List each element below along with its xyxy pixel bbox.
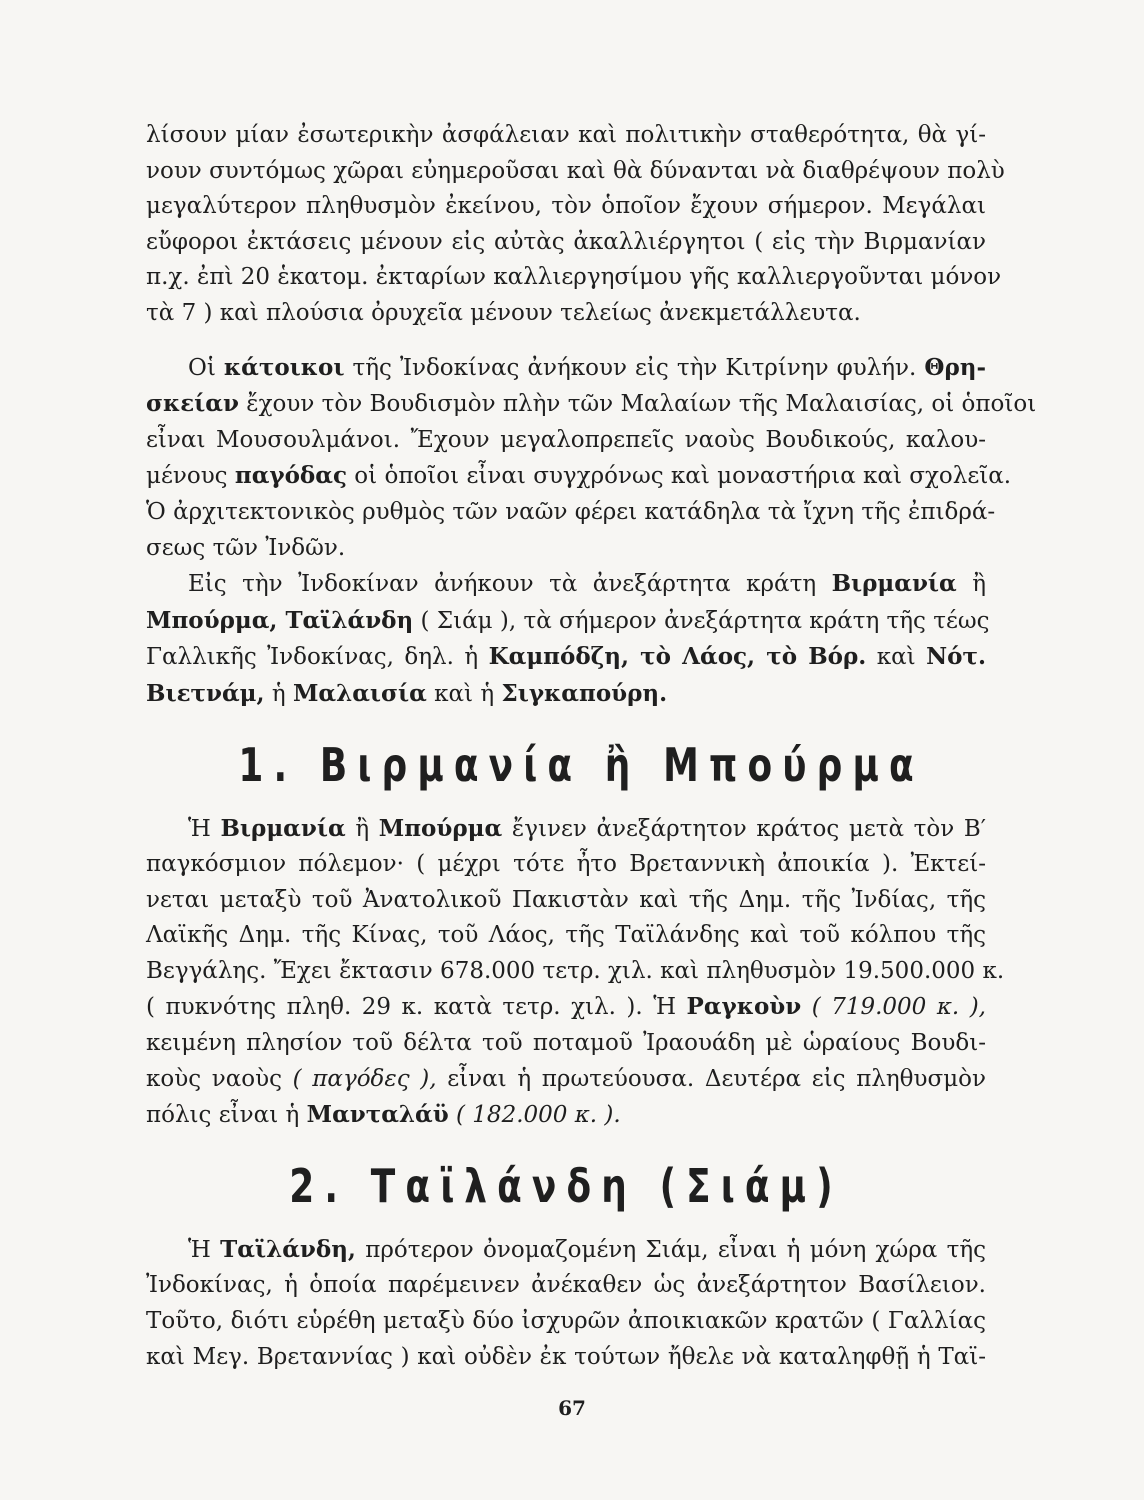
bold-term: σκείαν — [146, 390, 239, 418]
text-run: ἡ — [264, 680, 293, 707]
text-line: νεται μεταξὺ τοῦ Ἀνατολικοῦ Πακιστὰν καὶ τῆς Δημ. τῆς Ἰνδίας, τῆς — [146, 886, 986, 913]
text-line: μεγαλύτερον πληθυσμὸν ἐκείνου, τὸν ὁποῖον ἔχουν σήμερον. Μεγάλαι — [146, 193, 986, 220]
bold-term: Νότ. — [926, 643, 986, 671]
text-line — [146, 350, 986, 387]
bold-term: Μπούρμα — [378, 814, 503, 842]
section-heading-thailand: 2. Ταϊλάνδη (Σιάμ) — [289, 1158, 843, 1213]
text-line — [146, 676, 986, 713]
paragraph-thailand — [146, 1232, 986, 1375]
text-run: Εἰς τὴν Ἰνδοκίναν ἀνήκουν τὰ ἀνεξάρτητα κράτη — [188, 571, 832, 598]
text-run: πρότερον ὀνομαζομένη Σιάμ, εἶναι ἡ μόνη χώρα τῆς — [355, 1236, 986, 1263]
bold-term: Ταϊλάνδη, — [220, 1235, 356, 1263]
text-line: εὔφοροι ἐκτάσεις μένουν εἰς αὐτὰς ἀκαλλιέργητοι ( εἰς τὴν Βιρμανίαν — [146, 228, 986, 255]
text-line: Βεγγάλης. Ἔχει ἔκτασιν 678.000 τετρ. χιλ. καὶ πληθυσμὸν 19.500.000 κ. — [146, 957, 1005, 984]
bold-term: Βιρμανία — [831, 570, 957, 598]
bold-term: παγόδας — [234, 462, 347, 490]
text-line: π.χ. ἐπὶ 20 ἑκατομ. ἐκταρίων καλλιεργησίμου γῆς καλλιεργοῦνται μόνον — [146, 264, 1002, 291]
bold-term: Θρη- — [924, 353, 987, 381]
text-line — [146, 811, 986, 848]
text-line — [146, 1232, 986, 1269]
text-line — [146, 1062, 986, 1098]
text-line: Ἰνδοκίνας, ἡ ὁποία παρέμεινεν ἀνέκαθεν ὡς ἀνεξάρτητον Βασίλειον. — [146, 1272, 986, 1299]
text-line: Τοῦτο, διότι εὑρέθη μεταξὺ δύο ἰσχυρῶν ἀποικιακῶν κρατῶν ( Γαλλίας — [146, 1308, 986, 1335]
text-line — [146, 989, 986, 1026]
text-line: Ὁ ἀρχιτεκτονικὸς ρυθμὸς τῶν ναῶν φέρει κατάδηλα τὰ ἴχνη τῆς ἐπιδρά- — [146, 498, 996, 525]
text-run: κοὺς ναοὺς — [146, 1065, 293, 1092]
text-run: ἢ — [956, 571, 986, 598]
text-run: Γαλλικῆς Ἰνδοκίνας, δηλ. ἡ — [146, 644, 489, 671]
text-line: Λαϊκῆς Δημ. τῆς Κίνας, τοῦ Λάος, τῆς Ταϊλάνδης καὶ τοῦ κόλπου τῆς — [146, 922, 986, 949]
text-run: ( Σιάμ ), τὰ σήμερον ἀνεξάρτητα κράτη τῆς τέως — [413, 607, 990, 634]
paragraph-inhabitants — [146, 350, 1037, 567]
text-line: λίσουν μίαν ἐσωτερικὴν ἀσφάλειαν καὶ πολιτικὴν σταθερότητα, θὰ γί- — [146, 122, 986, 148]
text-line: τὰ 7 ) καὶ πλούσια ὀρυχεῖα μένουν τελείως ἀνεκμετάλλευτα. — [146, 299, 861, 326]
text-line: παγκόσμιον πόλεμον· ( μέχρι τότε ἦτο Βρεταννικὴ ἀποικία ). Ἐκτεί- — [146, 851, 986, 878]
text-run: οἱ ὁποῖοι εἶναι συγχρόνως καὶ μοναστήρια καὶ σχολεῖα. — [346, 463, 1012, 490]
paragraph-burma — [146, 811, 1005, 1134]
bold-term: Καμπόδζη, τὸ Λάος, τὸ Βόρ. — [488, 643, 867, 671]
section-heading-burma: 1. Βιρμανία ἢ Μπούρμα — [238, 737, 924, 792]
text-run: μένους — [146, 463, 235, 490]
page-number: 67 — [558, 1396, 586, 1420]
paragraph-states — [146, 566, 990, 712]
bold-term: Βιετνάμ, — [146, 679, 265, 707]
paragraph-intro — [146, 118, 1005, 332]
text-line — [146, 603, 990, 640]
bold-term: Μανταλάϋ — [306, 1101, 449, 1129]
text-run: εἶναι ἡ πρωτεύουσα. Δευτέρα εἰς πληθυσμὸν — [436, 1065, 986, 1092]
text-run: Ἡ — [188, 815, 221, 842]
text-run: ἔγινεν ἀνεξάρτητον κράτος μετὰ τὸν Β′ — [502, 815, 986, 842]
bold-term: Σιγκαπούρη. — [501, 679, 668, 707]
text-line — [146, 1097, 986, 1134]
text-run: ἔχουν τὸν Βουδισμὸν πλὴν τῶν Μαλαίων τῆς Μαλαισίας, οἱ ὁποῖοι — [238, 391, 1037, 418]
text-run: πόλις εἶναι ἡ — [146, 1102, 307, 1129]
text-line: εἶναι Μουσουλμάνοι. Ἔχουν μεγαλοπρεπεῖς ναοὺς Βουδικούς, καλου- — [146, 426, 986, 453]
bold-term: Βιρμανία — [220, 814, 346, 842]
text-run: ( πυκνότης πληθ. 29 κ. κατὰ τετρ. χιλ. ). Ἡ — [146, 994, 687, 1021]
text-line: καὶ Μεγ. Βρεταννίας ) καὶ οὐδὲν ἐκ τούτων ἤθελε νὰ καταληφθῇ ἡ Ταϊ- — [146, 1343, 986, 1370]
text-line — [146, 639, 986, 676]
text-line: νουν συντόμως χῶραι εὐημεροῦσαι καὶ θὰ δύνανται νὰ διαθρέψουν πολὺ — [146, 157, 1005, 184]
bold-term: Μαλαισία — [292, 679, 427, 707]
bold-term: Ραγκοὺν — [686, 993, 802, 1021]
bold-term: Μπούρμα, Ταϊλάνδη — [146, 606, 414, 634]
text-run: Οἱ — [188, 354, 224, 381]
text-line: κειμένη πλησίον τοῦ δέλτα τοῦ ποταμοῦ Ἰραουάδη μὲ ὡραίους Βουδι- — [146, 1030, 986, 1057]
bold-term: κάτοικοι — [223, 353, 345, 381]
text-run: τῆς Ἰνδοκίνας ἀνήκουν εἰς τὴν Κιτρίνην φυλήν. — [344, 354, 925, 381]
italic-term: ( παγόδες ), — [292, 1065, 437, 1092]
italic-term: ( 719.000 κ. ), — [801, 994, 986, 1021]
text-line — [146, 458, 1012, 495]
text-run: καὶ — [866, 644, 927, 671]
text-line: σεως τῶν Ἰνδῶν. — [146, 534, 346, 561]
italic-term: ( 182.000 κ. ). — [448, 1102, 621, 1129]
text-run: ἢ — [345, 815, 379, 842]
text-run: Ἡ — [188, 1236, 221, 1263]
text-run: καὶ ἡ — [426, 680, 502, 707]
text-line — [146, 386, 1037, 423]
text-line — [146, 566, 986, 603]
